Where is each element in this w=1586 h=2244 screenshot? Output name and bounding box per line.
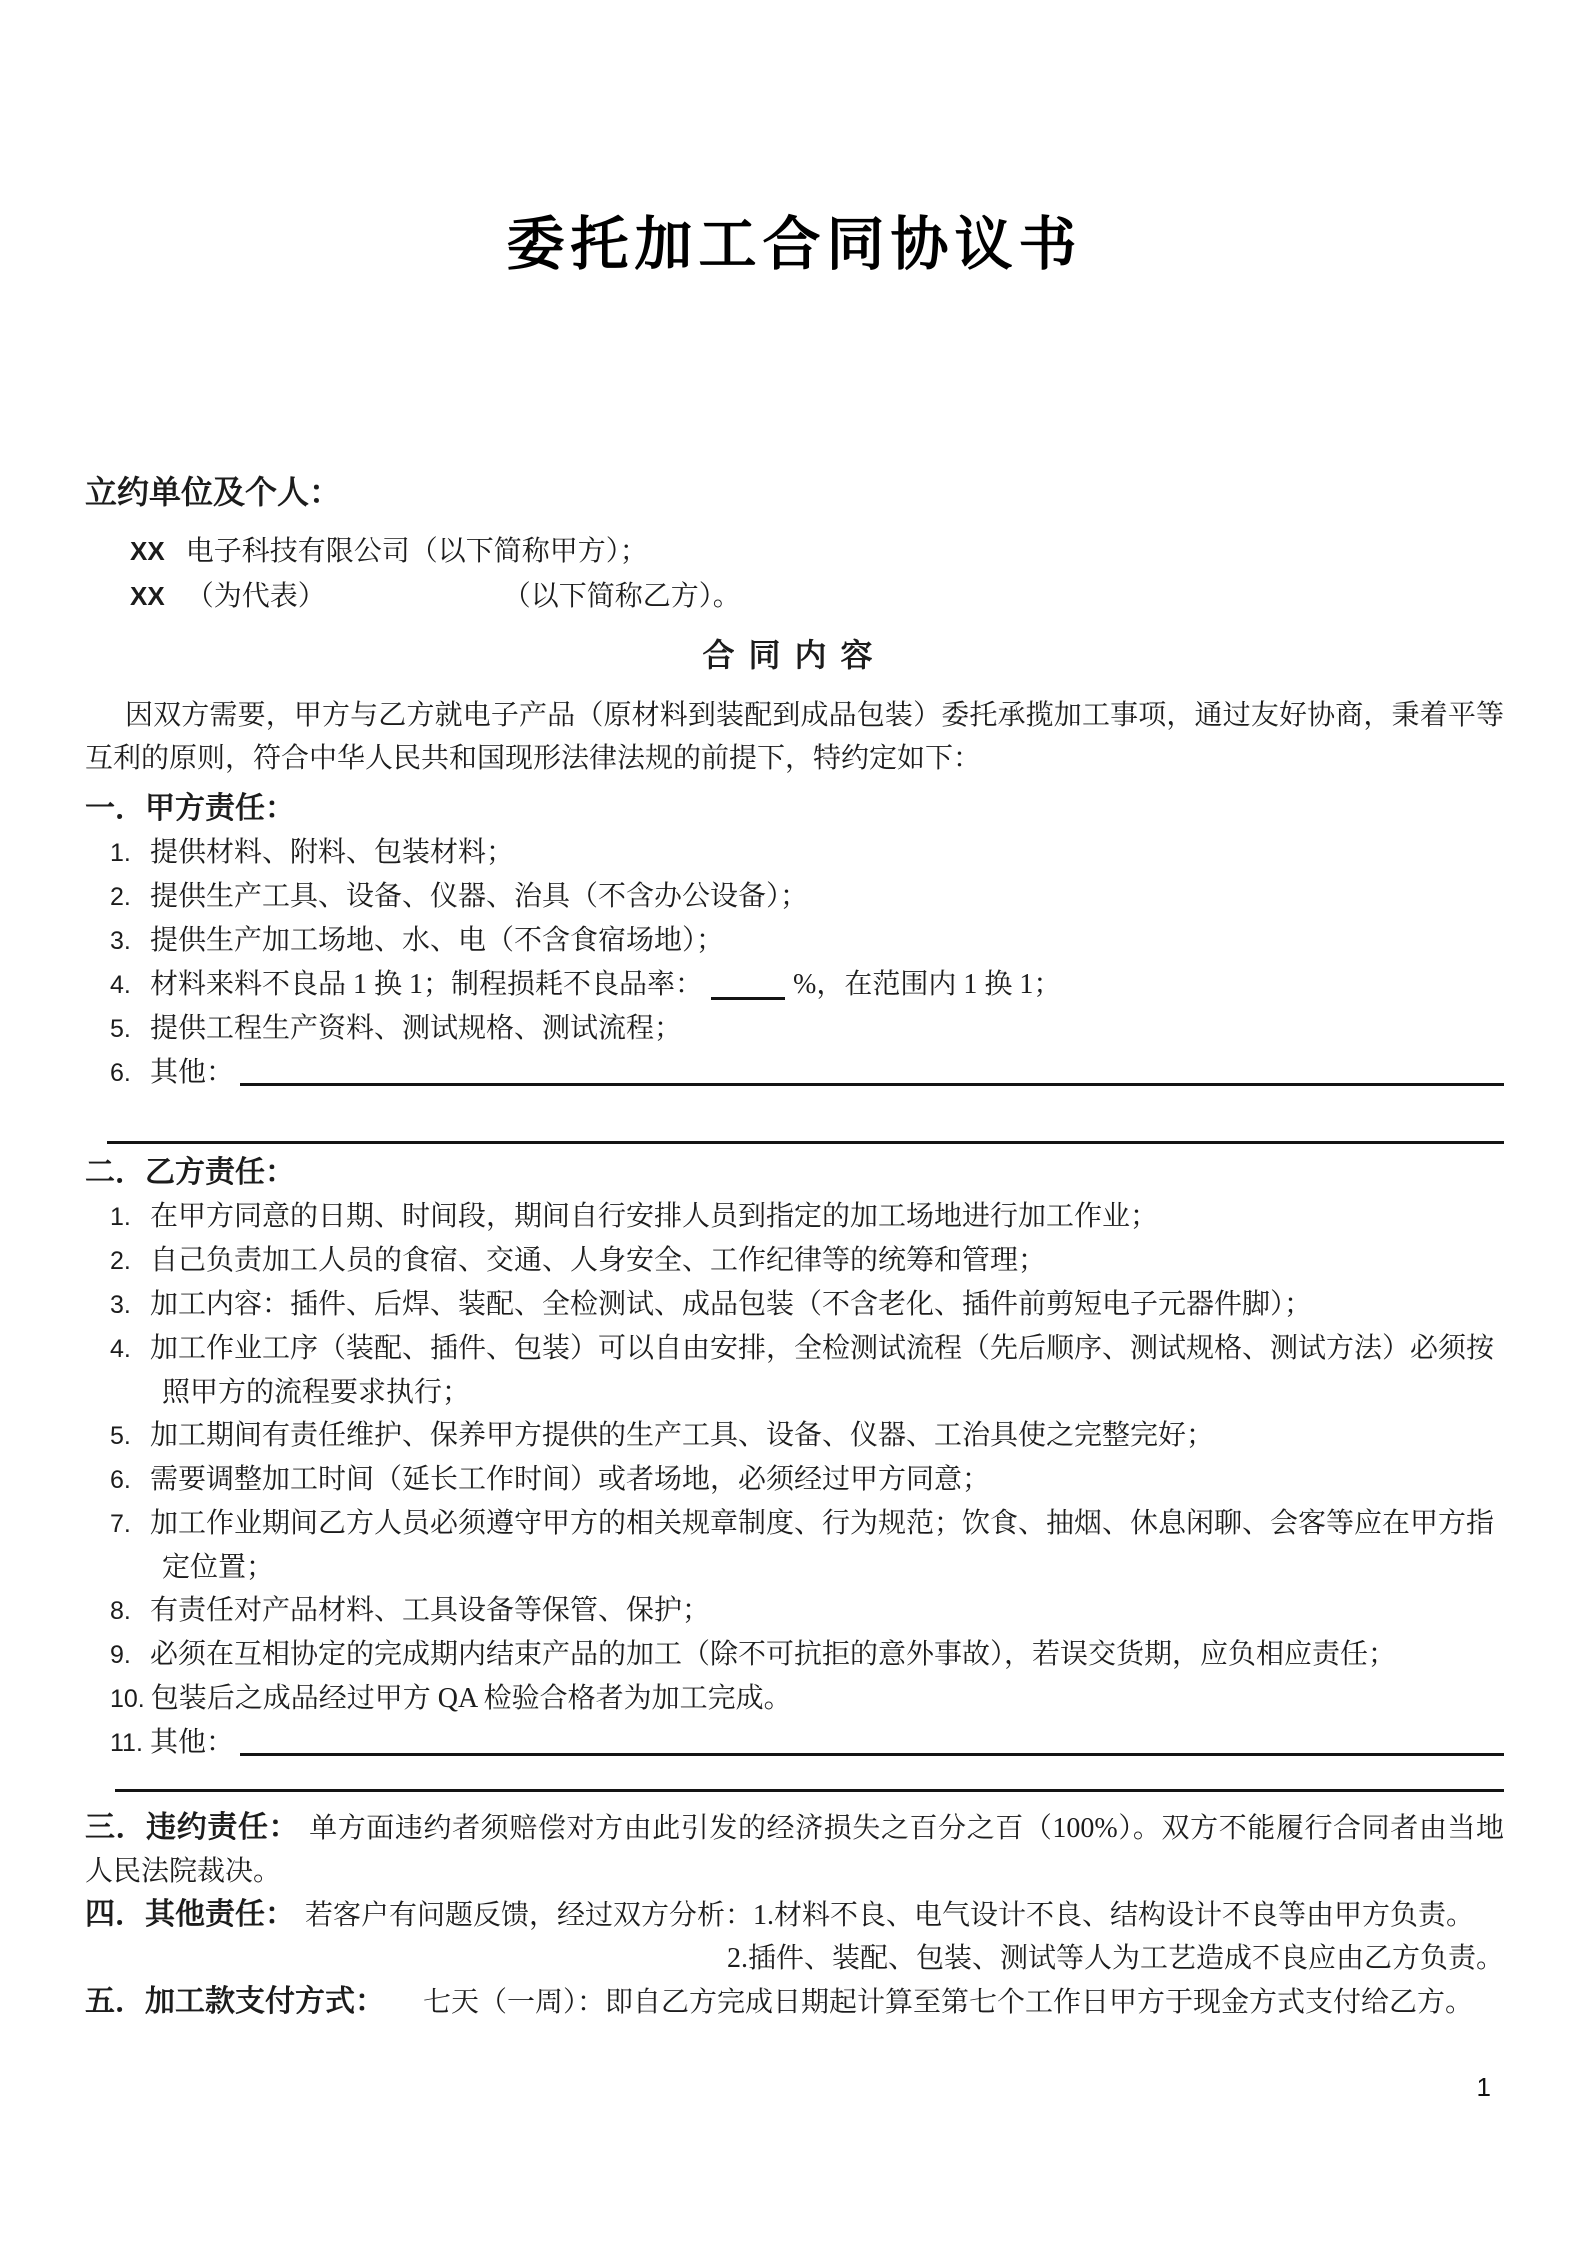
item-text: 提供工程生产资料、测试规格、测试流程； [150, 1012, 683, 1044]
item-number: 7. [110, 1509, 131, 1538]
item-number: 5. [110, 1421, 131, 1450]
list-item [110, 1677, 1504, 1721]
item-text: 必须在互相协定的完成期内结束产品的加工（除不可抗拒的意外事故），若误交货期，应负相应责任； [150, 1638, 1397, 1670]
list-item [110, 1502, 1504, 1589]
item-text-after-blank: %，在范围内 1 换 1； [793, 968, 1062, 1000]
item-number: 1. [110, 838, 131, 867]
section-b-list [110, 1195, 1504, 1765]
item-text: 其他： [150, 1056, 235, 1088]
list-item-row [110, 1195, 1504, 1239]
fill-in-blank [711, 997, 785, 1000]
section-a-list [110, 831, 1504, 1095]
list-item-row [110, 1051, 1504, 1095]
party-description: （为代表） [185, 580, 326, 612]
item-text: 加工期间有责任维护、保养甲方提供的生产工具、设备、仪器、工治具使之完整完好； [150, 1419, 1215, 1451]
list-item-row [110, 1502, 1504, 1546]
list-item [110, 1633, 1504, 1677]
section-c-text: 单方面违约者须赔偿对方由此引发的经济损失之百分之百（100%）。双方不能履行合同者由当地人民法院裁决。 [85, 1812, 1504, 1887]
item-text: 加工作业工序（装配、插件、包装）可以自由安排，全检测试流程（先后顺序、测试规格、测试方法）必须按 [150, 1332, 1495, 1364]
party-name-placeholder: XX [130, 535, 165, 566]
list-item-row [110, 1677, 1504, 1721]
blank-underline-row [115, 1789, 1504, 1792]
list-item [110, 1239, 1504, 1283]
item-number: 11. [110, 1728, 143, 1757]
item-number: 10. [110, 1684, 145, 1713]
fill-in-line [234, 1721, 1504, 1765]
list-item [110, 1414, 1504, 1458]
list-item-row [110, 1239, 1504, 1283]
list-item [110, 1195, 1504, 1239]
item-number: 9. [110, 1640, 131, 1669]
section-c-heading: 三．违约责任： [85, 1810, 300, 1844]
section-d-paragraph [85, 1893, 1504, 1937]
section-d-text: 若客户有问题反馈，经过双方分析：1.材料不良、电气设计不良、结构设计不良等由甲方负责。 [305, 1899, 1475, 1931]
list-item-row [110, 1458, 1504, 1502]
section-e-heading: 五．加工款支付方式： [85, 1984, 385, 2018]
section-d-line2: 2.插件、装配、包装、测试等人为工艺造成不良应由乙方负责。 [726, 1942, 1504, 1974]
list-item [110, 919, 1504, 963]
list-item [110, 963, 1504, 1007]
list-item-row [110, 1414, 1504, 1458]
item-number: 2. [110, 882, 131, 911]
list-item-row [110, 1721, 1504, 1765]
section-e-text: 七天（一周）：即自乙方完成日期起计算至第七个工作日甲方于现金方式支付给乙方。 [423, 1986, 1474, 2018]
list-item-row [110, 1327, 1504, 1371]
item-number: 2. [110, 1246, 131, 1275]
party-alias: （以下简称乙方）。 [502, 580, 741, 612]
list-item-row [110, 1589, 1504, 1633]
item-text: 需要调整加工时间（延长工作时间）或者场地，必须经过甲方同意； [150, 1463, 991, 1495]
parties-heading: 立约单位及个人： [85, 473, 342, 510]
item-number: 5. [110, 1014, 131, 1043]
document-title: 委托加工合同协议书 [506, 212, 1083, 277]
list-item [110, 1007, 1504, 1051]
item-text: 材料来料不良品 1 换 1；制程损耗不良品率： [150, 968, 704, 1000]
item-number: 4. [110, 1334, 131, 1363]
fill-in-line [234, 1051, 1504, 1095]
list-item-row [110, 963, 1504, 1007]
list-item-row [110, 831, 1504, 875]
item-text: 包装后之成品经过甲方 QA 检验合格者为加工完成。 [150, 1682, 792, 1714]
item-text: 其他： [150, 1726, 235, 1758]
list-item [110, 875, 1504, 919]
item-number: 1. [110, 1202, 131, 1231]
item-continuation: 定位置； [162, 1551, 275, 1583]
list-item [110, 1327, 1504, 1414]
section-c-paragraph [85, 1806, 1504, 1893]
list-item [110, 1458, 1504, 1502]
contract-content-heading: 合同内容 [702, 636, 887, 673]
item-number: 3. [110, 1290, 131, 1319]
list-item [110, 1589, 1504, 1633]
list-item-row [110, 1283, 1504, 1327]
page-number: 1 [1476, 2072, 1491, 2102]
party-row [130, 529, 1504, 574]
list-item-row [110, 919, 1504, 963]
party-row [130, 574, 1504, 619]
item-number: 4. [110, 970, 131, 999]
section-e-paragraph [85, 1980, 1504, 2024]
section-d-heading: 四．其他责任： [85, 1897, 295, 1931]
item-number: 3. [110, 926, 131, 955]
list-item [110, 1721, 1504, 1765]
item-text: 加工作业期间乙方人员必须遵守甲方的相关规章制度、行为规范；饮食、抽烟、休息闲聊、会客等应在甲方指 [150, 1507, 1495, 1539]
party-description: 电子科技有限公司（以下简称甲方）； [185, 535, 648, 567]
list-item-row [110, 1007, 1504, 1051]
list-item-row [110, 1633, 1504, 1677]
item-text: 在甲方同意的日期、时间段，期间自行安排人员到指定的加工场地进行加工作业； [150, 1200, 1159, 1232]
item-text: 加工内容：插件、后焊、装配、全检测试、成品包装（不含老化、插件前剪短电子元器件脚）； [150, 1288, 1313, 1320]
item-number: 8. [110, 1596, 131, 1625]
parties-list [85, 529, 1504, 619]
item-number: 6. [110, 1058, 131, 1087]
list-item [110, 831, 1504, 875]
party-name-placeholder: XX [130, 580, 165, 611]
item-text: 提供材料、附料、包装材料； [150, 836, 515, 868]
blank-underline-row [107, 1141, 1504, 1144]
item-number: 6. [110, 1465, 131, 1494]
section-a-heading: 一．甲方责任： [85, 791, 295, 825]
item-continuation: 照甲方的流程要求执行； [162, 1376, 471, 1408]
item-text: 提供生产工具、设备、仪器、治具（不含办公设备）； [150, 880, 809, 912]
item-text: 提供生产加工场地、水、电（不含食宿场地）； [150, 924, 725, 956]
list-item [110, 1051, 1504, 1095]
list-item-row [110, 875, 1504, 919]
section-b-heading: 二．乙方责任： [85, 1155, 295, 1189]
contract-intro-paragraph: 因双方需要，甲方与乙方就电子产品（原材料到装配到成品包装）委托承揽加工事项，通过友好协商，秉着平等互利的原则，符合中华人民共和国现形法律法规的前提下，特约定如下： [85, 699, 1504, 774]
item-text: 有责任对产品材料、工具设备等保管、保护； [150, 1594, 711, 1626]
item-text: 自己负责加工人员的食宿、交通、人身安全、工作纪律等的统筹和管理； [150, 1244, 1047, 1276]
list-item [110, 1283, 1504, 1327]
